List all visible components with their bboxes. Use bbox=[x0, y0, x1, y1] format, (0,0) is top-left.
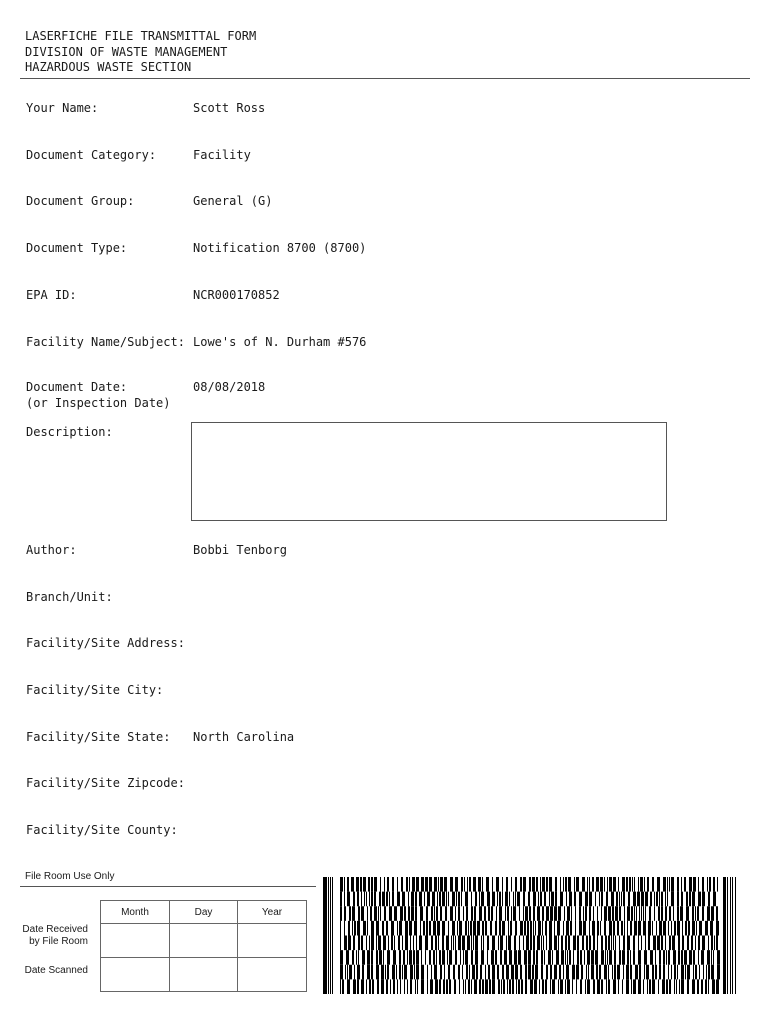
day-header: Day bbox=[170, 901, 238, 924]
form-header bbox=[25, 29, 256, 76]
date-received-line1: Date Received bbox=[22, 924, 88, 935]
branch-unit-label: Branch/Unit: bbox=[26, 590, 113, 604]
pdf417-barcode-icon bbox=[323, 877, 743, 994]
year-header: Year bbox=[238, 901, 307, 924]
scanned-day-cell[interactable] bbox=[170, 958, 238, 992]
epa-id-value: NCR000170852 bbox=[193, 288, 280, 302]
file-room-title: File Room Use Only bbox=[25, 871, 115, 882]
site-city-label: Facility/Site City: bbox=[26, 683, 164, 697]
document-date-label-line2: (or Inspection Date) bbox=[26, 395, 171, 410]
document-date-value: 08/08/2018 bbox=[193, 380, 266, 394]
site-county-label: Facility/Site County: bbox=[26, 823, 178, 837]
header-line-2: DIVISION OF WASTE MANAGEMENT bbox=[25, 44, 228, 59]
document-type-value: Notification 8700 (8700) bbox=[193, 241, 367, 255]
received-day-cell[interactable] bbox=[170, 924, 238, 958]
document-date-label bbox=[26, 380, 171, 411]
document-date-label-line1: Document Date: bbox=[26, 380, 128, 394]
received-year-cell[interactable] bbox=[238, 924, 307, 958]
epa-id-label: EPA ID: bbox=[26, 288, 77, 302]
site-address-label: Facility/Site Address: bbox=[26, 636, 185, 650]
description-box[interactable] bbox=[191, 422, 667, 521]
description-label: Description: bbox=[26, 425, 113, 439]
header-line-1: LASERFICHE FILE TRANSMITTAL FORM bbox=[25, 29, 257, 43]
document-group-value: General (G) bbox=[193, 194, 273, 208]
date-scanned-label: Date Scanned bbox=[24, 965, 88, 976]
your-name-label: Your Name: bbox=[26, 101, 99, 115]
date-received-line2: by File Room bbox=[29, 936, 88, 947]
document-category-value: Facility bbox=[193, 148, 251, 162]
site-state-value: North Carolina bbox=[193, 730, 295, 744]
site-zipcode-label: Facility/Site Zipcode: bbox=[26, 776, 185, 790]
document-category-label: Document Category: bbox=[26, 148, 157, 162]
author-label: Author: bbox=[26, 543, 77, 557]
author-value: Bobbi Tenborg bbox=[193, 543, 287, 557]
site-state-label: Facility/Site State: bbox=[26, 730, 171, 744]
scanned-month-cell[interactable] bbox=[101, 958, 170, 992]
facility-name-value: Lowe's of N. Durham #576 bbox=[193, 335, 367, 349]
file-room-table bbox=[100, 900, 307, 992]
facility-name-label: Facility Name/Subject: bbox=[26, 335, 185, 349]
scanned-year-cell[interactable] bbox=[238, 958, 307, 992]
file-room-divider bbox=[20, 886, 316, 887]
document-type-label: Document Type: bbox=[26, 241, 128, 255]
your-name-value: Scott Ross bbox=[193, 101, 266, 115]
document-group-label: Document Group: bbox=[26, 194, 135, 208]
header-divider bbox=[20, 78, 750, 79]
header-line-3: HAZARDOUS WASTE SECTION bbox=[25, 60, 192, 74]
date-received-label bbox=[18, 924, 88, 948]
month-header: Month bbox=[101, 901, 170, 924]
received-month-cell[interactable] bbox=[101, 924, 170, 958]
